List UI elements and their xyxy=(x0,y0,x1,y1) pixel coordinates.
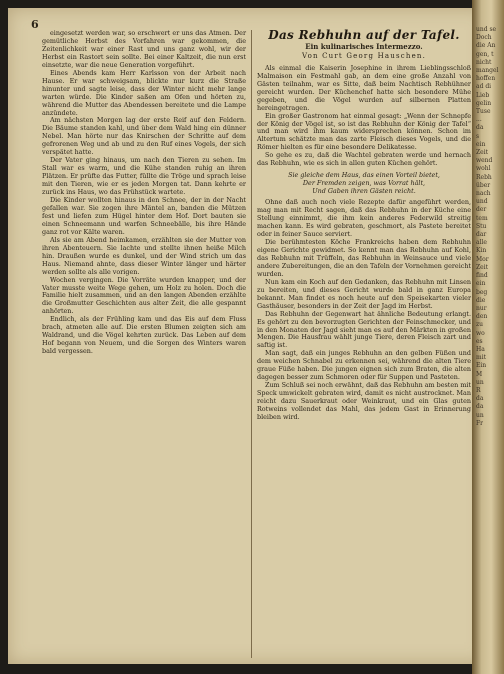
facing-page-line: Tuse xyxy=(476,108,491,116)
facing-page-line: über xyxy=(476,181,491,189)
facing-page-line: alle xyxy=(476,239,487,247)
article-verse: Sie gleiche dem Haus, das einen Vorteil bietet, Der Fremden zeigen, was Vorrat hält, Und Gaben ihren Gästen reicht. xyxy=(288,171,440,196)
article-paragraph: So gehe es zu, daß die Wachtel gebraten werde und hernach das Rebhuhn, wie es sich in allen guten Küchen gehört. xyxy=(257,151,471,168)
facing-page-line: mangel xyxy=(476,67,499,75)
facing-page-line: nach xyxy=(476,190,491,198)
facing-page-line: Zeit xyxy=(476,263,489,271)
facing-page-line: find xyxy=(476,272,488,280)
right-column xyxy=(257,28,471,422)
article-title: Das Rebhuhn auf der Tafel. xyxy=(268,28,460,42)
article-paragraph: Zum Schluß sei noch erwähnt, daß das Rebhuhn am besten mit Speck umwickelt gebraten wird, damit es nicht austrocknet. Man reicht dazu Sauerkraut oder Weinkraut, und ein Glas guten Rotweins vollendet das Mahl, das jedem Gast in Erinnerung bleiben wird. xyxy=(257,381,471,421)
facing-page-line: Mor xyxy=(476,255,489,263)
left-paragraph: Endlich, als der Frühling kam und das Eis auf dem Fluss brach, atmeten alle auf. Die ersten Blumen zeigten sich am Waldrand, und die Vögel kehrten zurück. Das Leben auf dem Hof begann von Neuem, und die Sorgen des Winters waren bald vergessen. xyxy=(42,315,246,356)
facing-page-line: un xyxy=(476,411,484,419)
left-paragraph: Die Kinder wollten hinaus in den Schnee, der in der Nacht gefallen war. Sie zogen ihre Mäntel an, banden die Mützen fest und liefen zum Hügel hinter dem Hof. Dort bauten sie einen Schneemann und warfen Schneebälle, bis ihre Hände ganz rot vor Kälte waren. xyxy=(42,196,246,236)
facing-page-line: ein xyxy=(476,140,486,148)
facing-page-line: tem xyxy=(476,214,488,222)
facing-page-line: da xyxy=(476,124,484,132)
facing-page-line: ad di xyxy=(476,83,492,91)
facing-page-line: nicht xyxy=(476,58,492,66)
facing-page-line: beg xyxy=(476,288,488,296)
facing-page-line: ein xyxy=(476,280,486,288)
facing-page-line: M xyxy=(476,370,483,378)
facing-page-line: wohl xyxy=(476,165,491,173)
facing-page-line: un xyxy=(476,378,484,386)
article-subtitle: Ein kulinarisches Intermezzo. xyxy=(305,41,423,51)
facing-page-line: Stu xyxy=(476,222,487,230)
column-divider xyxy=(251,30,252,658)
facing-page-line: den xyxy=(476,313,488,321)
article-paragraph: Als einmal die Kaiserin Josephine in ihrem Lieblingsschloß Malmaison ein Festmahl gab, an dem eine große Anzahl von Gästen teilnahm, war es Sitte, daß beim Nachtisch Rebhühner gereicht wurden. Der Küchenchef hatte sich besondere Mühe gegeben, und die Vögel wurden auf silbernen Platten hereingetragen. xyxy=(257,63,471,112)
left-paragraph: Der Vater ging hinaus, um nach den Tieren zu sehen. Im Stall war es warm, und die Kühe standen ruhig an ihren Plätzen. Er prüfte das Futter, füllte die Tröge und sprach leise mit den Tieren, wie er es jeden Morgen tat. Dann kehrte er zurück ins Haus, wo das Frühstück wartete. xyxy=(42,156,246,197)
article-paragraph: Man sagt, daß ein junges Rebhuhn an den gelben Füßen und dem weichen Schnabel zu erkennen sei, während die alten Tiere graue Füße haben. Die jungen eignen sich zum Braten, die alten dagegen besser zum Schmoren oder für Suppen und Pasteten. xyxy=(257,349,471,382)
newspaper-page xyxy=(8,8,486,664)
facing-page-line: da xyxy=(476,395,484,403)
facing-page-line: gelin xyxy=(476,99,492,107)
facing-page-line: Doch xyxy=(476,34,492,42)
facing-page-line: die xyxy=(476,296,486,304)
article-paragraph: Nun kam ein Koch auf den Gedanken, das Rebhuhn mit Linsen zu bereiten, und dieses Gericht wurde bald in ganz Europa bekannt. Man findet es noch heute auf den Speisekarten vieler Gasthäuser, besonders in der Zeit der Jagd im Herbst. xyxy=(257,277,471,310)
facing-page-line: Ha xyxy=(476,345,485,353)
facing-page-line: Zeit xyxy=(476,149,489,157)
facing-page-line: hoffen xyxy=(476,75,496,83)
left-paragraph: Als sie am Abend heimkamen, erzählten sie der Mutter von ihren Abenteuern. Sie lachte und stellte ihnen heiße Milch hin. Draußen wurde es dunkel, und der Wind strich um das Haus. Niemand ahnte, dass dieser Winter länger und härter werden sollte als alle vorigen. xyxy=(42,235,246,276)
facing-page-line: s xyxy=(476,132,480,140)
facing-page-line: Ein xyxy=(476,362,487,370)
left-paragraph: Wochen vergingen. Die Vorräte wurden knapper, und der Vater musste weite Wege gehen, um Holz zu holen. Doch die Familie hielt zusammen, und an den langen Abenden erzählte die Großmutter Geschichten aus alter Zeit, die alle gespannt anhörten. xyxy=(42,275,246,316)
facing-page-line: mit xyxy=(476,354,487,362)
left-paragraph: eingesetzt werden war, so erschwert er uns das Atmen. Der gemütliche Herbst des Vorfahren war gekommen, die Zeitenlichkeit war einer Rast und uns ganz wohl, wir der Herbst ein Rastort sein sollte. Bei einer Kaltzeit, die nun erst einsetzte, war die neue Generation vorgeführt. xyxy=(42,29,246,69)
article-paragraph: Ein großer Gastronom hat einmal gesagt: „Wenn der Schnepfe der König der Vögel ist, so ist das Rebhuhn der König der Tafel“ und man wird ihm kaum widersprechen können. Schon im Altertum schätzte man das zarte Fleisch dieses Vogels, und die Römer hielten es für eine besondere Delikatesse. xyxy=(257,111,471,152)
left-column xyxy=(42,30,246,356)
article-author: Von Curt Georg Hauschen. xyxy=(301,51,427,60)
facing-page-line: nur xyxy=(476,304,487,312)
facing-page-line: Fr xyxy=(476,419,484,427)
facing-page-line: gen, t xyxy=(476,50,494,58)
article-paragraph: Das Rebhuhn der Gegenwart hat ähnliche Bedeutung erlangt. Es gehört zu den bevorzugten Gerichten der Feinschmecker, und in den Monaten der Jagd sieht man es auf den Märkten in großen Mengen. Die Hausfrau wählt junge Tiere, deren Fleisch zart und saftig ist. xyxy=(257,309,471,350)
facing-page-line: es xyxy=(476,337,483,345)
facing-page-line: Kin xyxy=(476,247,487,255)
page-number: 6 xyxy=(31,18,39,31)
facing-page-line: zu xyxy=(476,321,484,329)
left-paragraph: Eines Abends kam Herr Karlsson von der Arbeit nach Hause. Er war schweigsam, blickte nur kurz die Straße hinunter und sagte leise, dass der Winter nicht mehr lange warten würde. Die Kinder saßen am Ofen und hörten zu, während die Mutter das Abendessen bereitete und die Lampe anzündete. xyxy=(42,68,246,117)
facing-page-line: da xyxy=(476,403,484,411)
facing-page-line: ... xyxy=(476,116,482,124)
facing-page-line: R xyxy=(476,386,481,394)
facing-page-line: wo xyxy=(476,329,485,337)
facing-page-line: Lieb xyxy=(476,91,490,99)
left-paragraph: Am nächsten Morgen lag der erste Reif auf den Feldern. Die Bäume standen kahl, und über dem Wald hing ein dünner Nebel. Man hörte nur das Knirschen der Schritte auf dem gefrorenen Weg und ab und zu den Ruf eines Vogels, der sich verspätet hatte. xyxy=(42,116,246,157)
facing-page-line: und xyxy=(476,198,488,206)
article-paragraph: Die berühmtesten Köche Frankreichs haben dem Rebhuhn eigene Gerichte gewidmet. So kennt man das Rebhuhn auf Kohl, das Rebhuhn mit Trüffeln, das Rebhuhn in Weinsauce und viele andere Zubereitungen, die an den Tafeln der Vornehmen gereicht wurden. xyxy=(257,238,471,278)
facing-page-line: dar xyxy=(476,231,487,239)
facing-page-line: wend xyxy=(476,157,493,165)
article-paragraph: Ohne daß auch noch viele Rezepte dafür angeführt werden, mag man mit Recht sagen, daß das Rebhuhn in der Küche eine Stellung einnimmt, die ihm kein anderes Federwild streitig machen kann. Es wird gebraten, geschmort, als Pastete bereitet oder in feiner Sauce serviert. xyxy=(257,198,471,239)
facing-page-line: der xyxy=(476,206,487,214)
facing-page-line: und se xyxy=(476,26,497,33)
facing-page-text xyxy=(476,26,504,428)
facing-page-line: Rebh xyxy=(476,173,492,181)
facing-page-line: die An xyxy=(476,42,496,50)
